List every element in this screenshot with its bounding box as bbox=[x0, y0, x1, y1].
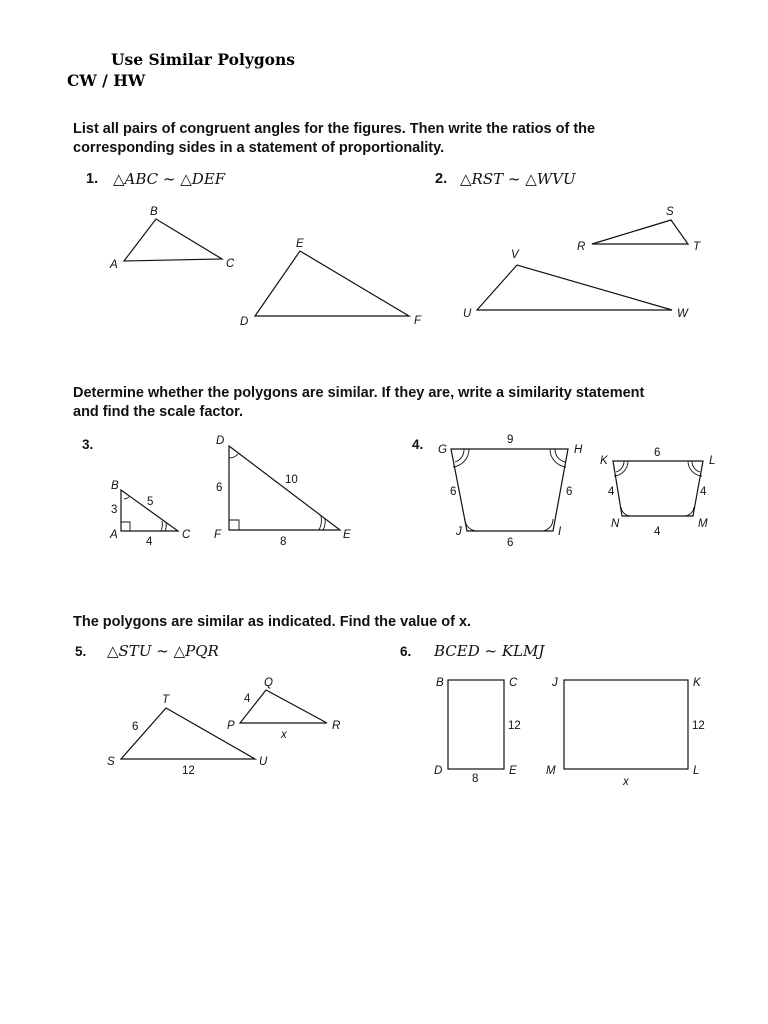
triangle-def-large bbox=[214, 435, 351, 548]
section-2-instruction: Determine whether the polygons are similar. If they are, write a similarity statement and find the scale factor. bbox=[73, 385, 645, 420]
vertex-label-n: N bbox=[611, 518, 620, 530]
angle-mark-e-2 bbox=[319, 516, 321, 530]
vertex-label-c: C bbox=[509, 677, 518, 689]
problem-5-statement: △STU ~ △PQR bbox=[107, 642, 219, 660]
triangle-wvu bbox=[463, 249, 689, 320]
vertex-label-b: B bbox=[150, 206, 158, 218]
angle-mark-k bbox=[616, 461, 624, 472]
vertex-label-s: S bbox=[666, 206, 674, 218]
side-label-de: 10 bbox=[285, 474, 298, 486]
vertex-label-p: P bbox=[227, 720, 235, 732]
problem-1-statement: △ABC ~ △DEF bbox=[113, 170, 226, 188]
worksheet-subtitle: CW / HW bbox=[67, 71, 146, 90]
angle-mark-c bbox=[165, 523, 166, 531]
side-label-fe: 8 bbox=[280, 536, 287, 548]
vertex-label-t: T bbox=[162, 694, 170, 706]
side-label-df: 6 bbox=[216, 482, 223, 494]
triangle-stu bbox=[107, 694, 268, 777]
vertex-label-a: A bbox=[110, 259, 118, 271]
vertex-label-l: L bbox=[709, 455, 716, 467]
worksheet-title: Use Similar Polygons bbox=[111, 50, 296, 69]
section-1-instruction: List all pairs of congruent angles for the figures. Then write the ratios of the corresponding sides in a statement of proportionality. bbox=[73, 121, 596, 156]
vertex-label-k: K bbox=[693, 677, 701, 689]
side-label-hi: 6 bbox=[566, 486, 573, 498]
angle-mark-g bbox=[455, 449, 464, 462]
triangle-abc-small bbox=[109, 480, 191, 548]
side-label-de: 8 bbox=[472, 773, 479, 785]
vertex-label-q: Q bbox=[264, 677, 273, 689]
right-angle-mark bbox=[121, 522, 130, 531]
vertex-label-m: M bbox=[546, 765, 556, 777]
vertex-label-a: A bbox=[110, 529, 118, 541]
angle-mark-l bbox=[692, 461, 700, 472]
angle-mark-n bbox=[621, 507, 631, 516]
side-label-ji: 6 bbox=[507, 537, 514, 549]
triangle-stu-shape bbox=[121, 708, 255, 759]
side-label-st: 6 bbox=[132, 721, 139, 733]
vertex-label-m: M bbox=[698, 518, 708, 530]
side-label-lm: 4 bbox=[700, 486, 707, 498]
side-label-ac: 4 bbox=[146, 536, 153, 548]
vertex-label-e: E bbox=[343, 529, 351, 541]
problem-6-number: 6. bbox=[400, 644, 412, 659]
vertex-label-j: J bbox=[552, 677, 558, 689]
vertex-label-e: E bbox=[296, 238, 304, 250]
quadrilateral-ghij bbox=[438, 434, 583, 549]
right-angle-mark bbox=[229, 520, 239, 530]
side-label-gh: 9 bbox=[507, 434, 514, 446]
angle-mark-c-2 bbox=[161, 521, 162, 531]
vertex-label-g: G bbox=[438, 444, 447, 456]
problem-1-number: 1. bbox=[86, 171, 99, 187]
vertex-label-t: T bbox=[693, 241, 701, 253]
side-label-kn: 4 bbox=[608, 486, 615, 498]
section-3-instruction: The polygons are similar as indicated. Find the value of x. bbox=[73, 614, 472, 630]
vertex-label-f: F bbox=[414, 315, 422, 327]
side-label-bc: 5 bbox=[147, 496, 154, 508]
vertex-label-d: D bbox=[240, 316, 249, 328]
rectangle-klmj-shape bbox=[564, 680, 688, 769]
angle-mark-m bbox=[684, 507, 694, 516]
triangle-def-large-shape bbox=[229, 446, 340, 530]
side-label-kl: 12 bbox=[692, 720, 705, 732]
angle-mark-d bbox=[229, 454, 238, 458]
triangle-rst-shape bbox=[592, 220, 688, 244]
vertex-label-w: W bbox=[677, 308, 688, 320]
quadrilateral-klmn bbox=[600, 447, 715, 538]
vertex-label-d: D bbox=[434, 765, 443, 777]
side-label-gj: 6 bbox=[450, 486, 457, 498]
vertex-label-f: F bbox=[214, 529, 222, 541]
quadrilateral-ghij-shape bbox=[451, 449, 568, 531]
vertex-label-j: J bbox=[456, 526, 462, 538]
vertex-label-c: C bbox=[182, 529, 191, 541]
side-label-ab: 3 bbox=[111, 504, 118, 516]
triangle-def-shape bbox=[255, 251, 409, 316]
triangle-rst bbox=[577, 206, 701, 253]
vertex-label-l: L bbox=[693, 765, 700, 777]
side-label-kl: 6 bbox=[654, 447, 661, 459]
vertex-label-b: B bbox=[436, 677, 444, 689]
rectangle-bced bbox=[434, 677, 521, 785]
vertex-label-c: C bbox=[226, 258, 235, 270]
side-label-nm: 4 bbox=[654, 526, 661, 538]
vertex-label-k: K bbox=[600, 455, 608, 467]
vertex-label-i: I bbox=[558, 526, 562, 538]
side-label-pq: 4 bbox=[244, 693, 251, 705]
triangle-pqr-shape bbox=[240, 690, 327, 723]
problem-5-number: 5. bbox=[75, 644, 87, 659]
vertex-label-u: U bbox=[259, 756, 268, 768]
problem-2-statement: △RST ~ △WVU bbox=[460, 170, 576, 188]
vertex-label-h: H bbox=[574, 444, 583, 456]
triangle-abc bbox=[109, 206, 235, 271]
vertex-label-b: B bbox=[111, 480, 119, 492]
problem-2-number: 2. bbox=[435, 171, 448, 187]
triangle-def bbox=[240, 238, 422, 328]
vertex-label-u: U bbox=[463, 308, 472, 320]
side-label-ml: x bbox=[623, 776, 629, 788]
angle-mark-h bbox=[555, 449, 565, 462]
rectangle-bced-shape bbox=[448, 680, 504, 769]
triangle-pqr bbox=[227, 677, 340, 741]
problem-3-number: 3. bbox=[82, 437, 94, 452]
vertex-label-d: D bbox=[216, 435, 225, 447]
side-label-pr: x bbox=[281, 729, 287, 741]
vertex-label-e: E bbox=[509, 765, 517, 777]
side-label-su: 12 bbox=[182, 765, 195, 777]
vertex-label-v: V bbox=[511, 249, 519, 261]
angle-mark-b bbox=[124, 496, 130, 499]
vertex-label-r: R bbox=[577, 241, 586, 253]
problem-6-statement: BCED ~ KLMJ bbox=[434, 642, 545, 660]
rectangle-klmj bbox=[546, 677, 705, 788]
problem-4-number: 4. bbox=[412, 437, 424, 452]
vertex-label-r: R bbox=[332, 720, 341, 732]
angle-mark-e bbox=[323, 519, 325, 530]
vertex-label-s: S bbox=[107, 756, 115, 768]
side-label-ce: 12 bbox=[508, 720, 521, 732]
angle-mark-i bbox=[543, 519, 553, 531]
triangle-abc-shape bbox=[124, 219, 222, 261]
quadrilateral-klmn-shape bbox=[613, 461, 703, 516]
triangle-wvu-shape bbox=[477, 265, 672, 310]
